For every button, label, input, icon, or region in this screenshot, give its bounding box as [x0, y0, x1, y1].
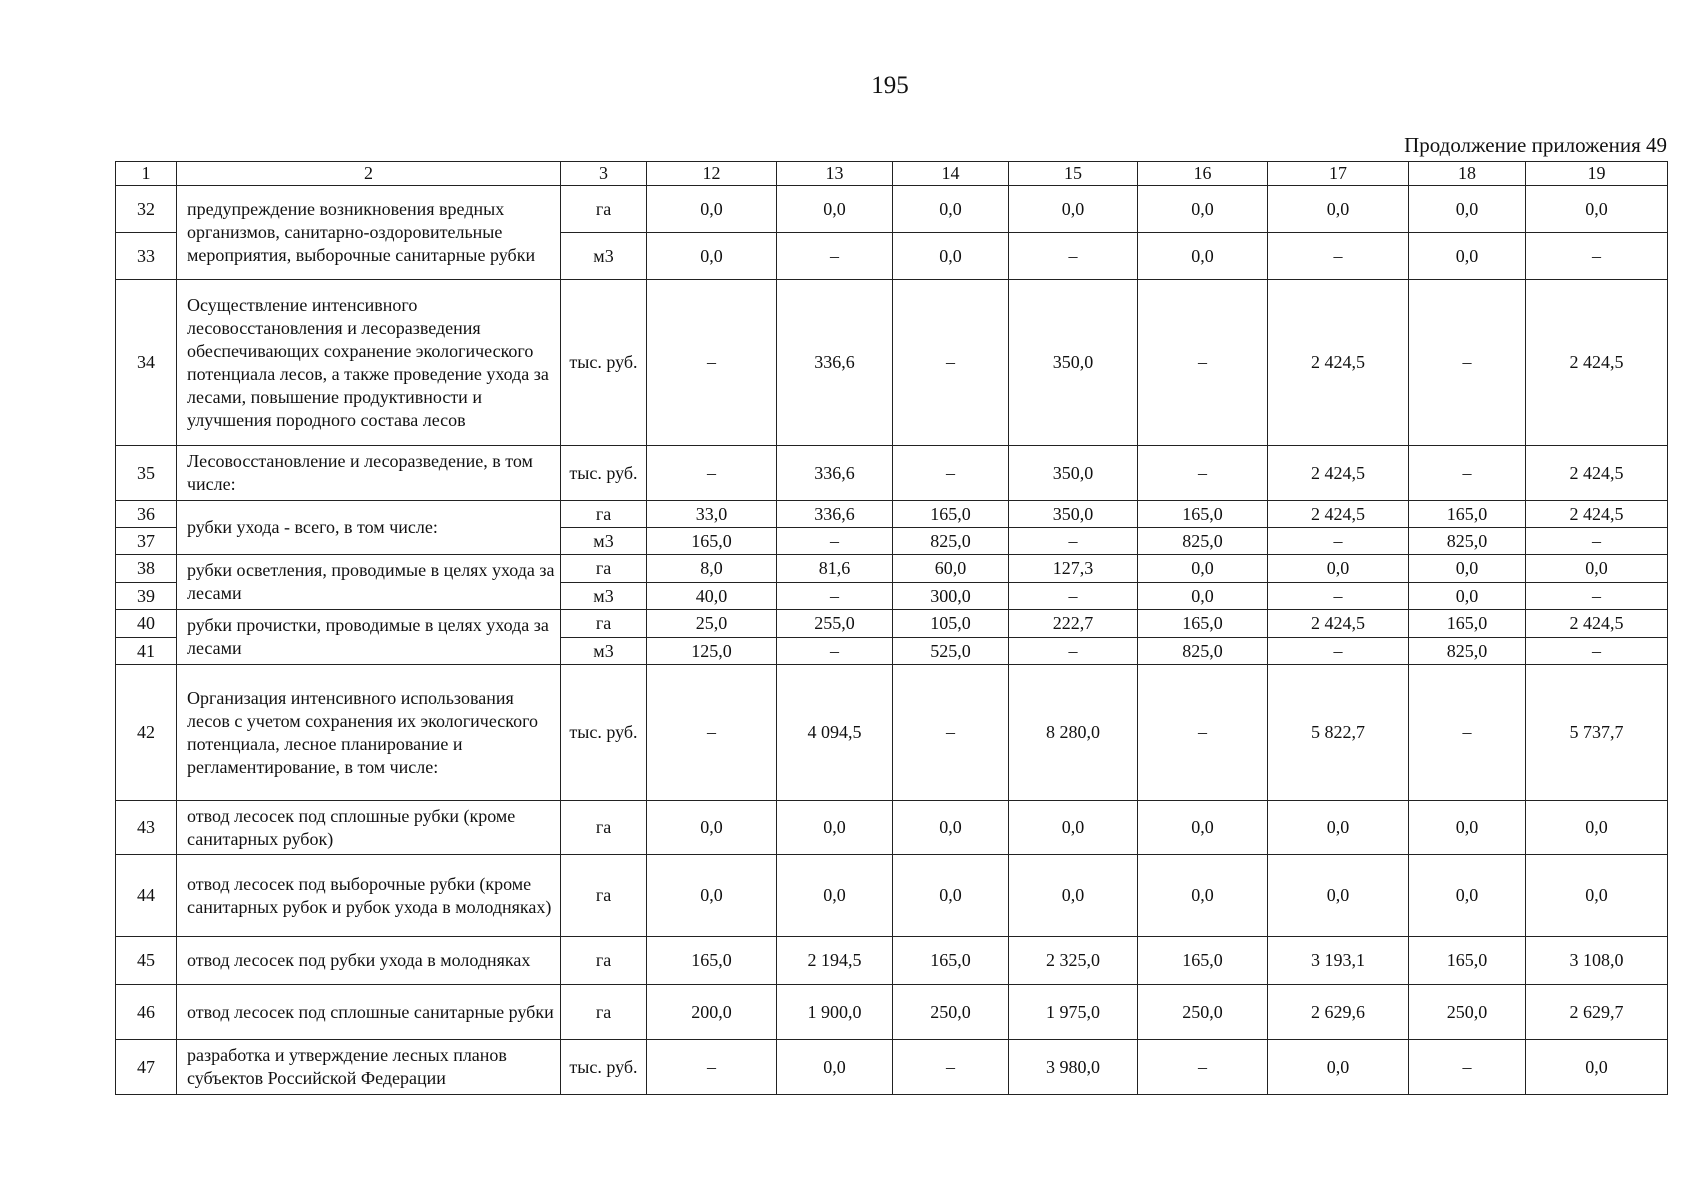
description-cell: отвод лесосек под выборочные рубки (кроме санитарных рубок и рубок ухода в молодняках)	[177, 855, 561, 937]
table-cell: 2 424,5	[1526, 446, 1668, 501]
table-row	[116, 610, 1668, 638]
table-cell: –	[777, 638, 893, 665]
table-cell: 222,7	[1009, 610, 1138, 638]
table-cell: 0,0	[777, 186, 893, 233]
header-cell: 17	[1268, 162, 1409, 186]
table-cell: 165,0	[647, 937, 777, 985]
table-cell: тыс. руб.	[561, 446, 647, 501]
table-cell: –	[1009, 638, 1138, 665]
table-cell: га	[561, 801, 647, 855]
table-cell: га	[561, 555, 647, 583]
table-row	[116, 280, 1668, 446]
header-cell: 2	[177, 162, 561, 186]
table-cell: тыс. руб.	[561, 665, 647, 801]
table-cell: 336,6	[777, 446, 893, 501]
table-cell: 165,0	[1138, 501, 1268, 528]
table-cell: 165,0	[893, 501, 1009, 528]
table-cell: 4 094,5	[777, 665, 893, 801]
table-cell: 34	[116, 280, 177, 446]
table-row	[116, 985, 1668, 1040]
table-cell: 60,0	[893, 555, 1009, 583]
continuation-caption: Продолжение приложения 49	[1404, 133, 1667, 157]
header-cell: 3	[561, 162, 647, 186]
table-cell: 3 193,1	[1268, 937, 1409, 985]
table-cell: –	[1268, 638, 1409, 665]
table-cell: –	[1409, 446, 1526, 501]
table-cell: 825,0	[1409, 528, 1526, 555]
data-table	[115, 161, 1668, 1095]
table-cell: 38	[116, 555, 177, 583]
table-cell: 37	[116, 528, 177, 555]
table-cell: –	[1409, 280, 1526, 446]
table-cell: 39	[116, 583, 177, 610]
table-cell: 0,0	[1138, 583, 1268, 610]
table-cell: 0,0	[1138, 555, 1268, 583]
table-cell: 0,0	[1526, 801, 1668, 855]
table-cell: 0,0	[1268, 855, 1409, 937]
table-cell: 44	[116, 855, 177, 937]
table-cell: га	[561, 501, 647, 528]
table-cell: –	[647, 1040, 777, 1095]
table-cell: 36	[116, 501, 177, 528]
table-cell: –	[647, 280, 777, 446]
table-cell: 0,0	[1138, 801, 1268, 855]
table-cell: м3	[561, 528, 647, 555]
table-row	[116, 855, 1668, 937]
table-cell: –	[1409, 665, 1526, 801]
table-cell: 46	[116, 985, 177, 1040]
table-cell: 2 424,5	[1268, 280, 1409, 446]
description-cell: рубки прочистки, проводимые в целях ухода за лесами	[177, 610, 561, 665]
table-cell: 336,6	[777, 501, 893, 528]
table-cell: 165,0	[647, 528, 777, 555]
table-cell: 8 280,0	[1009, 665, 1138, 801]
table-cell: 200,0	[647, 985, 777, 1040]
table-cell: –	[893, 280, 1009, 446]
table-cell: 8,0	[647, 555, 777, 583]
table-cell: –	[1268, 233, 1409, 280]
table-cell: 250,0	[893, 985, 1009, 1040]
table-cell: –	[777, 583, 893, 610]
table-row	[116, 937, 1668, 985]
table-cell: 1 900,0	[777, 985, 893, 1040]
header-cell: 14	[893, 162, 1009, 186]
table-cell: –	[1526, 233, 1668, 280]
table-cell: –	[647, 446, 777, 501]
table-cell: –	[893, 1040, 1009, 1095]
table-cell: 0,0	[1009, 801, 1138, 855]
description-cell: рубки ухода - всего, в том числе:	[177, 501, 561, 555]
table-cell: 0,0	[1409, 186, 1526, 233]
table-cell: 350,0	[1009, 280, 1138, 446]
table-cell: 2 325,0	[1009, 937, 1138, 985]
table-cell: 165,0	[1409, 937, 1526, 985]
table-cell: 33	[116, 233, 177, 280]
table-cell: 0,0	[1409, 233, 1526, 280]
table-cell: –	[1526, 638, 1668, 665]
table-cell: 0,0	[1138, 186, 1268, 233]
table-cell: 825,0	[893, 528, 1009, 555]
table-cell: 2 194,5	[777, 937, 893, 985]
table-cell: 0,0	[777, 801, 893, 855]
table-cell: 525,0	[893, 638, 1009, 665]
table-cell: 165,0	[893, 937, 1009, 985]
table-cell: 0,0	[647, 801, 777, 855]
table-cell: 0,0	[1268, 801, 1409, 855]
table-cell: 0,0	[1526, 186, 1668, 233]
table-cell: 0,0	[1138, 855, 1268, 937]
table-cell: 0,0	[1409, 801, 1526, 855]
table-cell: 3 980,0	[1009, 1040, 1138, 1095]
description-cell: отвод лесосек под сплошные рубки (кроме санитарных рубок)	[177, 801, 561, 855]
header-cell: 18	[1409, 162, 1526, 186]
table-cell: 45	[116, 937, 177, 985]
description-cell: Лесовосстановление и лесоразведение, в том числе:	[177, 446, 561, 501]
table-cell: 0,0	[647, 855, 777, 937]
table-cell: 2 629,7	[1526, 985, 1668, 1040]
header-row	[116, 162, 1668, 186]
table-cell: 42	[116, 665, 177, 801]
table-cell: 0,0	[1526, 855, 1668, 937]
header-cell: 16	[1138, 162, 1268, 186]
table-cell: 255,0	[777, 610, 893, 638]
table-cell: –	[1009, 233, 1138, 280]
table-cell: 825,0	[1138, 638, 1268, 665]
table-cell: 0,0	[1526, 1040, 1668, 1095]
table-cell: тыс. руб.	[561, 280, 647, 446]
table-cell: 2 424,5	[1526, 501, 1668, 528]
table-cell: 165,0	[1409, 501, 1526, 528]
table-cell: –	[1409, 1040, 1526, 1095]
table-cell: –	[647, 665, 777, 801]
table-cell: 25,0	[647, 610, 777, 638]
table-cell: га	[561, 985, 647, 1040]
table-cell: 33,0	[647, 501, 777, 528]
table-cell: 165,0	[1409, 610, 1526, 638]
table-cell: 2 629,6	[1268, 985, 1409, 1040]
table-cell: –	[1009, 528, 1138, 555]
table-row	[116, 801, 1668, 855]
table-cell: 0,0	[1009, 186, 1138, 233]
description-cell: Осуществление интенсивного лесовосстановления и лесоразведения обеспечивающих сохранение экологического потенциала лесов, а также проведение ухода за лесами, повышение продуктивности и улучшения породного состава лесов	[177, 280, 561, 446]
table-cell: 0,0	[777, 855, 893, 937]
table-cell: 0,0	[777, 1040, 893, 1095]
table-row	[116, 555, 1668, 583]
header-cell: 12	[647, 162, 777, 186]
table-cell: –	[1009, 583, 1138, 610]
table-cell: 0,0	[893, 186, 1009, 233]
table-cell: га	[561, 937, 647, 985]
table-cell: м3	[561, 638, 647, 665]
table-row	[116, 1040, 1668, 1095]
table-cell: –	[777, 528, 893, 555]
table-cell: –	[777, 233, 893, 280]
table-cell: –	[1138, 1040, 1268, 1095]
table-cell: 0,0	[647, 233, 777, 280]
header-cell: 15	[1009, 162, 1138, 186]
table-cell: 5 822,7	[1268, 665, 1409, 801]
table-cell: –	[1138, 665, 1268, 801]
table-cell: 0,0	[1409, 583, 1526, 610]
table-cell: га	[561, 610, 647, 638]
table-cell: 0,0	[1526, 555, 1668, 583]
header-cell: 1	[116, 162, 177, 186]
table-cell: 1 975,0	[1009, 985, 1138, 1040]
description-cell: отвод лесосек под рубки ухода в молодняках	[177, 937, 561, 985]
table-cell: –	[1268, 528, 1409, 555]
table-cell: 0,0	[1268, 186, 1409, 233]
table-cell: 0,0	[1268, 1040, 1409, 1095]
table-cell: 32	[116, 186, 177, 233]
table-cell: 2 424,5	[1526, 280, 1668, 446]
table-cell: 350,0	[1009, 446, 1138, 501]
description-cell: отвод лесосек под сплошные санитарные рубки	[177, 985, 561, 1040]
table-cell: 300,0	[893, 583, 1009, 610]
table-cell: –	[893, 665, 1009, 801]
table-cell: 125,0	[647, 638, 777, 665]
table-row	[116, 501, 1668, 528]
table-row	[116, 665, 1668, 801]
page-number: 195	[871, 72, 909, 99]
table-cell: –	[1138, 446, 1268, 501]
table-cell: 165,0	[1138, 937, 1268, 985]
table-cell: 825,0	[1138, 528, 1268, 555]
header-cell: 13	[777, 162, 893, 186]
table-cell: 2 424,5	[1268, 501, 1409, 528]
table-cell: м3	[561, 233, 647, 280]
table-cell: 0,0	[893, 801, 1009, 855]
table-cell: га	[561, 186, 647, 233]
table-cell: 5 737,7	[1526, 665, 1668, 801]
table-cell: 2 424,5	[1268, 610, 1409, 638]
table-cell: 40,0	[647, 583, 777, 610]
table-cell: 250,0	[1138, 985, 1268, 1040]
table-cell: –	[1268, 583, 1409, 610]
table-cell: –	[1526, 583, 1668, 610]
table-cell: 250,0	[1409, 985, 1526, 1040]
description-cell: предупреждение возникновения вредных организмов, санитарно-оздоровительные мероприятия, выборочные санитарные рубки	[177, 186, 561, 280]
table-cell: м3	[561, 583, 647, 610]
table-cell: 2 424,5	[1526, 610, 1668, 638]
table-row	[116, 186, 1668, 233]
table-cell: 165,0	[1138, 610, 1268, 638]
description-cell: разработка и утверждение лесных планов субъектов Российской Федерации	[177, 1040, 561, 1095]
table-row	[116, 446, 1668, 501]
table-cell: га	[561, 855, 647, 937]
table-cell: 41	[116, 638, 177, 665]
table-cell: 336,6	[777, 280, 893, 446]
table-cell: 0,0	[893, 855, 1009, 937]
description-cell: Организация интенсивного использования лесов с учетом сохранения их экологического потенциала, лесное планирование и регламентирование, в том числе:	[177, 665, 561, 801]
table-cell: 47	[116, 1040, 177, 1095]
table-cell: 0,0	[893, 233, 1009, 280]
table-cell: –	[893, 446, 1009, 501]
description-cell: рубки осветления, проводимые в целях ухода за лесами	[177, 555, 561, 610]
table-cell: 0,0	[1138, 233, 1268, 280]
table-cell: 81,6	[777, 555, 893, 583]
table-cell: 3 108,0	[1526, 937, 1668, 985]
table-cell: 0,0	[1409, 855, 1526, 937]
table-cell: 43	[116, 801, 177, 855]
table-cell: 825,0	[1409, 638, 1526, 665]
table-cell: 35	[116, 446, 177, 501]
table-cell: тыс. руб.	[561, 1040, 647, 1095]
table-cell: –	[1138, 280, 1268, 446]
table-cell: 2 424,5	[1268, 446, 1409, 501]
table-cell: 105,0	[893, 610, 1009, 638]
table-cell: 0,0	[1268, 555, 1409, 583]
table-cell: 127,3	[1009, 555, 1138, 583]
header-cell: 19	[1526, 162, 1668, 186]
table-cell: 0,0	[647, 186, 777, 233]
table-cell: –	[1526, 528, 1668, 555]
table-cell: 0,0	[1009, 855, 1138, 937]
table-cell: 40	[116, 610, 177, 638]
table-cell: 0,0	[1409, 555, 1526, 583]
table-cell: 350,0	[1009, 501, 1138, 528]
